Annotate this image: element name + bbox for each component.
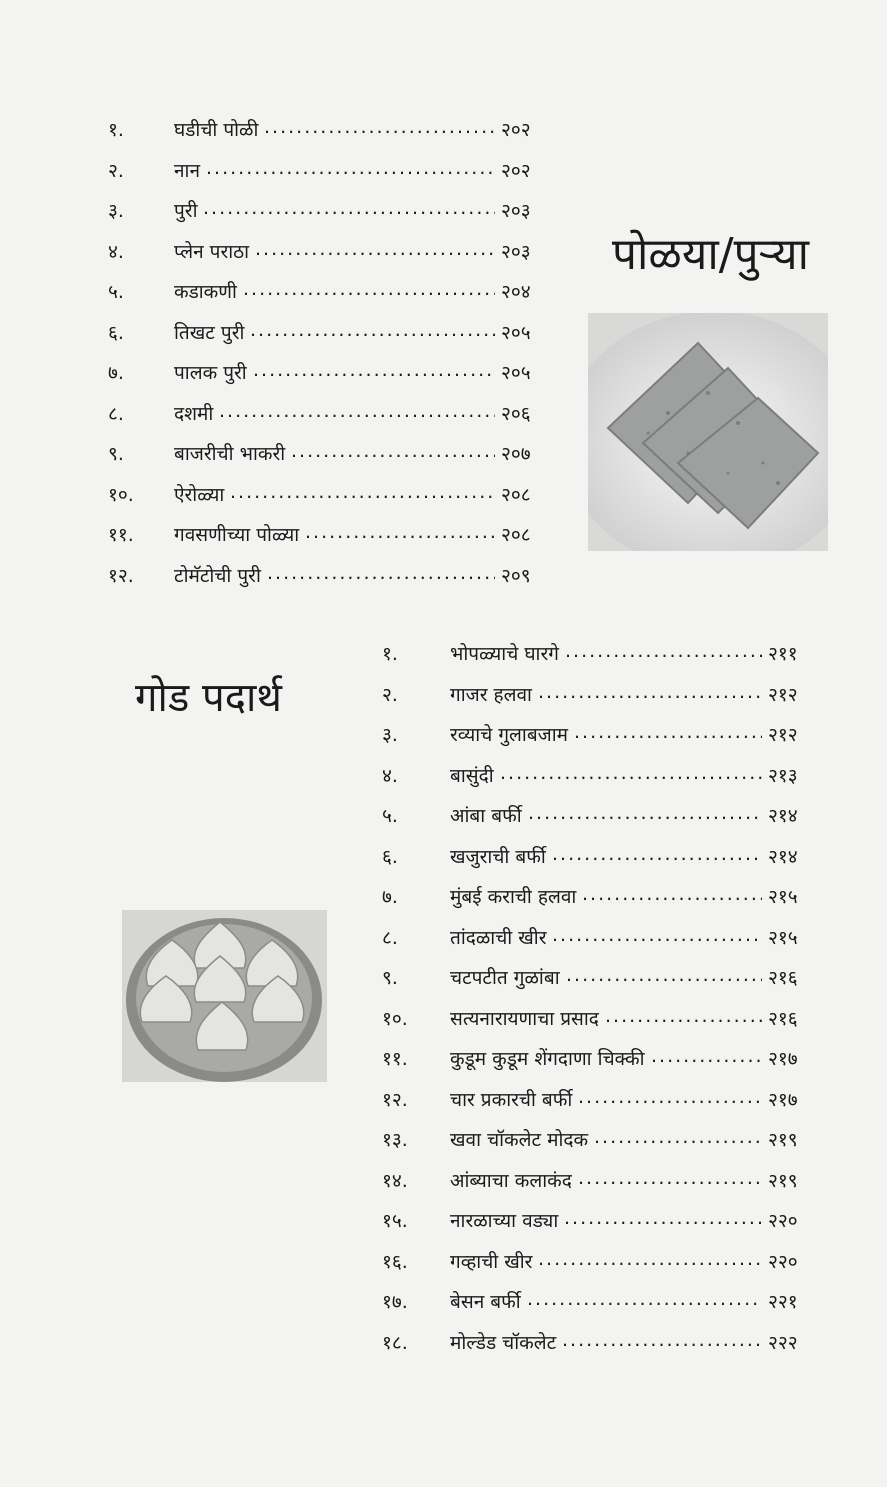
entry-title: पालक पुरी xyxy=(174,362,247,384)
dot-leader xyxy=(267,562,495,584)
entry-number: १६. xyxy=(382,1250,408,1273)
entry-title: तिखट पुरी xyxy=(174,321,245,344)
entry-number: २. xyxy=(108,159,124,182)
dot-leader xyxy=(552,843,762,865)
entry-number: ५. xyxy=(382,805,398,827)
entry-number: १०. xyxy=(108,483,134,506)
entry-number: ७. xyxy=(382,886,398,908)
dot-leader xyxy=(594,1126,762,1148)
dot-leader xyxy=(582,883,762,905)
entry-title: खजुराची बर्फी xyxy=(450,845,546,868)
entry-page-number: २०२ xyxy=(501,159,531,182)
entry-title: टोमॅटोची पुरी xyxy=(174,564,261,587)
entry-number: ११. xyxy=(382,1048,408,1070)
entry-page-number: २०७ xyxy=(501,443,531,465)
toc-entry xyxy=(382,721,832,762)
entry-page-number: २०३ xyxy=(501,200,531,222)
dot-leader xyxy=(578,1086,762,1108)
toc-entry xyxy=(382,1207,832,1248)
entry-page-number: २१७ xyxy=(768,1048,798,1070)
entry-page-number: २१९ xyxy=(768,1129,798,1151)
dot-leader xyxy=(578,1167,762,1189)
entry-page-number: २२२ xyxy=(768,1331,798,1354)
entry-page-number: २०८ xyxy=(501,483,531,506)
section-heading-god-padarth: गोड पदार्थ xyxy=(135,675,282,721)
entry-title: चटपटीत गुळांबा xyxy=(450,967,560,989)
entry-page-number: २१३ xyxy=(768,764,798,787)
dot-leader xyxy=(255,238,495,260)
toc-entry xyxy=(382,1086,832,1127)
entry-page-number: २०८ xyxy=(501,524,531,546)
entry-number: ३. xyxy=(108,200,124,222)
entry-title: नान xyxy=(174,159,201,182)
entry-number: ९. xyxy=(108,443,124,465)
flatbread-photo xyxy=(588,313,828,551)
entry-page-number: २१५ xyxy=(768,926,798,949)
toc-entry xyxy=(108,359,558,400)
section-heading-polya: पोळया/पुऱ्या xyxy=(612,229,810,280)
entry-number: ११. xyxy=(108,524,134,546)
dot-leader xyxy=(250,319,495,341)
entry-page-number: २११ xyxy=(768,643,798,665)
dot-leader xyxy=(538,681,762,703)
dot-leader xyxy=(574,721,762,743)
entry-page-number: २०५ xyxy=(501,362,531,384)
toc-entry xyxy=(382,762,832,803)
entry-title: गवसणीच्या पोळ्या xyxy=(174,524,300,546)
entry-page-number: २२१ xyxy=(768,1291,798,1313)
dot-leader xyxy=(305,521,495,543)
toc-entry xyxy=(108,197,558,238)
dot-leader xyxy=(243,278,495,300)
dot-leader xyxy=(264,116,495,138)
toc-entry xyxy=(382,1329,832,1370)
entry-title: रव्याचे गुलाबजाम xyxy=(450,724,569,746)
entry-page-number: २१५ xyxy=(768,886,798,908)
dot-leader xyxy=(564,1207,762,1229)
toc-entry xyxy=(108,481,558,522)
entry-title: बाजरीची भाकरी xyxy=(174,443,286,465)
toc-entry xyxy=(108,157,558,198)
toc-entry xyxy=(382,843,832,884)
toc-entry xyxy=(382,883,832,924)
entry-title: दशमी xyxy=(174,402,214,425)
dot-leader xyxy=(230,481,495,503)
toc-entry xyxy=(382,964,832,1005)
entry-page-number: २०५ xyxy=(501,321,531,344)
entry-number: ६. xyxy=(108,321,124,344)
entry-number: ५. xyxy=(108,281,124,303)
entry-number: ४. xyxy=(382,764,398,787)
entry-page-number: २१९ xyxy=(768,1169,798,1192)
entry-page-number: २१७ xyxy=(768,1088,798,1111)
entry-title: आंबा बर्फी xyxy=(450,805,522,827)
dot-leader xyxy=(219,400,495,422)
entry-page-number: २१६ xyxy=(768,1007,798,1030)
dot-leader xyxy=(552,924,762,946)
dot-leader xyxy=(651,1045,762,1067)
dot-leader xyxy=(605,1005,762,1027)
dot-leader xyxy=(203,197,495,219)
entry-page-number: २१२ xyxy=(768,724,798,746)
entry-page-number: २०६ xyxy=(501,402,531,425)
entry-number: १८. xyxy=(382,1331,408,1354)
entry-number: ८. xyxy=(108,402,124,425)
entry-title: गव्हाची खीर xyxy=(450,1250,533,1273)
entry-page-number: २१४ xyxy=(768,805,798,827)
entry-title: मोल्डेड चॉकलेट xyxy=(450,1331,557,1354)
entry-title: कुडूम कुडूम शेंगदाणा चिक्की xyxy=(450,1048,645,1070)
toc-entry xyxy=(382,1248,832,1289)
entry-number: १४. xyxy=(382,1169,408,1192)
entry-title: बेसन बर्फी xyxy=(450,1291,521,1313)
dot-leader xyxy=(566,964,762,986)
toc-entry xyxy=(382,1167,832,1208)
toc-entry xyxy=(382,1126,832,1167)
entry-page-number: २२० xyxy=(768,1210,798,1232)
entry-title: प्लेन पराठा xyxy=(174,240,250,263)
entry-number: १५. xyxy=(382,1210,408,1232)
entry-number: ८. xyxy=(382,926,398,949)
entry-page-number: २०४ xyxy=(501,281,531,303)
toc-entry xyxy=(108,440,558,481)
entry-number: १३. xyxy=(382,1129,408,1151)
toc-entry xyxy=(382,1005,832,1046)
dot-leader xyxy=(562,1329,762,1351)
toc-entry xyxy=(108,116,558,157)
entry-page-number: २१२ xyxy=(768,683,798,706)
entry-title: कडाकणी xyxy=(174,281,237,303)
entry-number: १. xyxy=(382,643,398,665)
entry-title: चार प्रकारची बर्फी xyxy=(450,1088,573,1111)
dot-leader xyxy=(565,640,762,662)
toc-list-god-padarth xyxy=(382,640,832,1369)
toc-entry xyxy=(108,562,558,603)
entry-page-number: २०९ xyxy=(501,564,531,587)
toc-entry xyxy=(382,681,832,722)
entry-title: तांदळाची खीर xyxy=(450,926,547,949)
entry-number: १०. xyxy=(382,1007,408,1030)
entry-title: भोपळ्याचे घारगे xyxy=(450,643,559,665)
entry-page-number: २१६ xyxy=(768,967,798,989)
dot-leader xyxy=(528,802,762,824)
dot-leader xyxy=(500,762,762,784)
dot-leader xyxy=(291,440,495,462)
entry-number: १२. xyxy=(108,564,134,587)
entry-number: ६. xyxy=(382,845,398,868)
dot-leader xyxy=(527,1288,762,1310)
entry-number: ४. xyxy=(108,240,124,263)
entry-page-number: २१४ xyxy=(768,845,798,868)
dot-leader xyxy=(206,157,495,179)
entry-page-number: २०२ xyxy=(501,119,531,141)
entry-number: ९. xyxy=(382,967,398,989)
toc-entry xyxy=(382,640,832,681)
toc-entry xyxy=(108,319,558,360)
entry-title: आंब्याचा कलाकंद xyxy=(450,1169,572,1192)
entry-number: १७. xyxy=(382,1291,408,1313)
entry-title: मुंबई कराची हलवा xyxy=(450,886,577,908)
toc-entry xyxy=(382,802,832,843)
entry-title: बासुंदी xyxy=(450,764,494,787)
toc-entry xyxy=(108,400,558,441)
dot-leader xyxy=(253,359,495,381)
toc-entry xyxy=(382,1288,832,1329)
dot-leader xyxy=(538,1248,762,1270)
entry-title: घडीची पोळी xyxy=(174,119,259,141)
entry-number: ३. xyxy=(382,724,398,746)
toc-list-polya xyxy=(108,116,558,602)
toc-entry xyxy=(108,521,558,562)
entry-title: सत्यनारायणाचा प्रसाद xyxy=(450,1007,599,1030)
entry-page-number: २०३ xyxy=(501,240,531,263)
modak-photo xyxy=(122,910,327,1082)
entry-number: २. xyxy=(382,683,398,706)
entry-number: १. xyxy=(108,119,124,141)
entry-number: १२. xyxy=(382,1088,408,1111)
entry-title: खवा चॉकलेट मोदक xyxy=(450,1129,589,1151)
entry-title: पुरी xyxy=(174,200,198,222)
entry-title: ऐरोळ्या xyxy=(174,483,225,506)
entry-title: नारळाच्या वड्या xyxy=(450,1210,559,1232)
entry-page-number: २२० xyxy=(768,1250,798,1273)
toc-entry xyxy=(382,924,832,965)
toc-entry xyxy=(108,278,558,319)
entry-number: ७. xyxy=(108,362,124,384)
toc-entry xyxy=(108,238,558,279)
entry-title: गाजर हलवा xyxy=(450,683,532,706)
toc-entry xyxy=(382,1045,832,1086)
